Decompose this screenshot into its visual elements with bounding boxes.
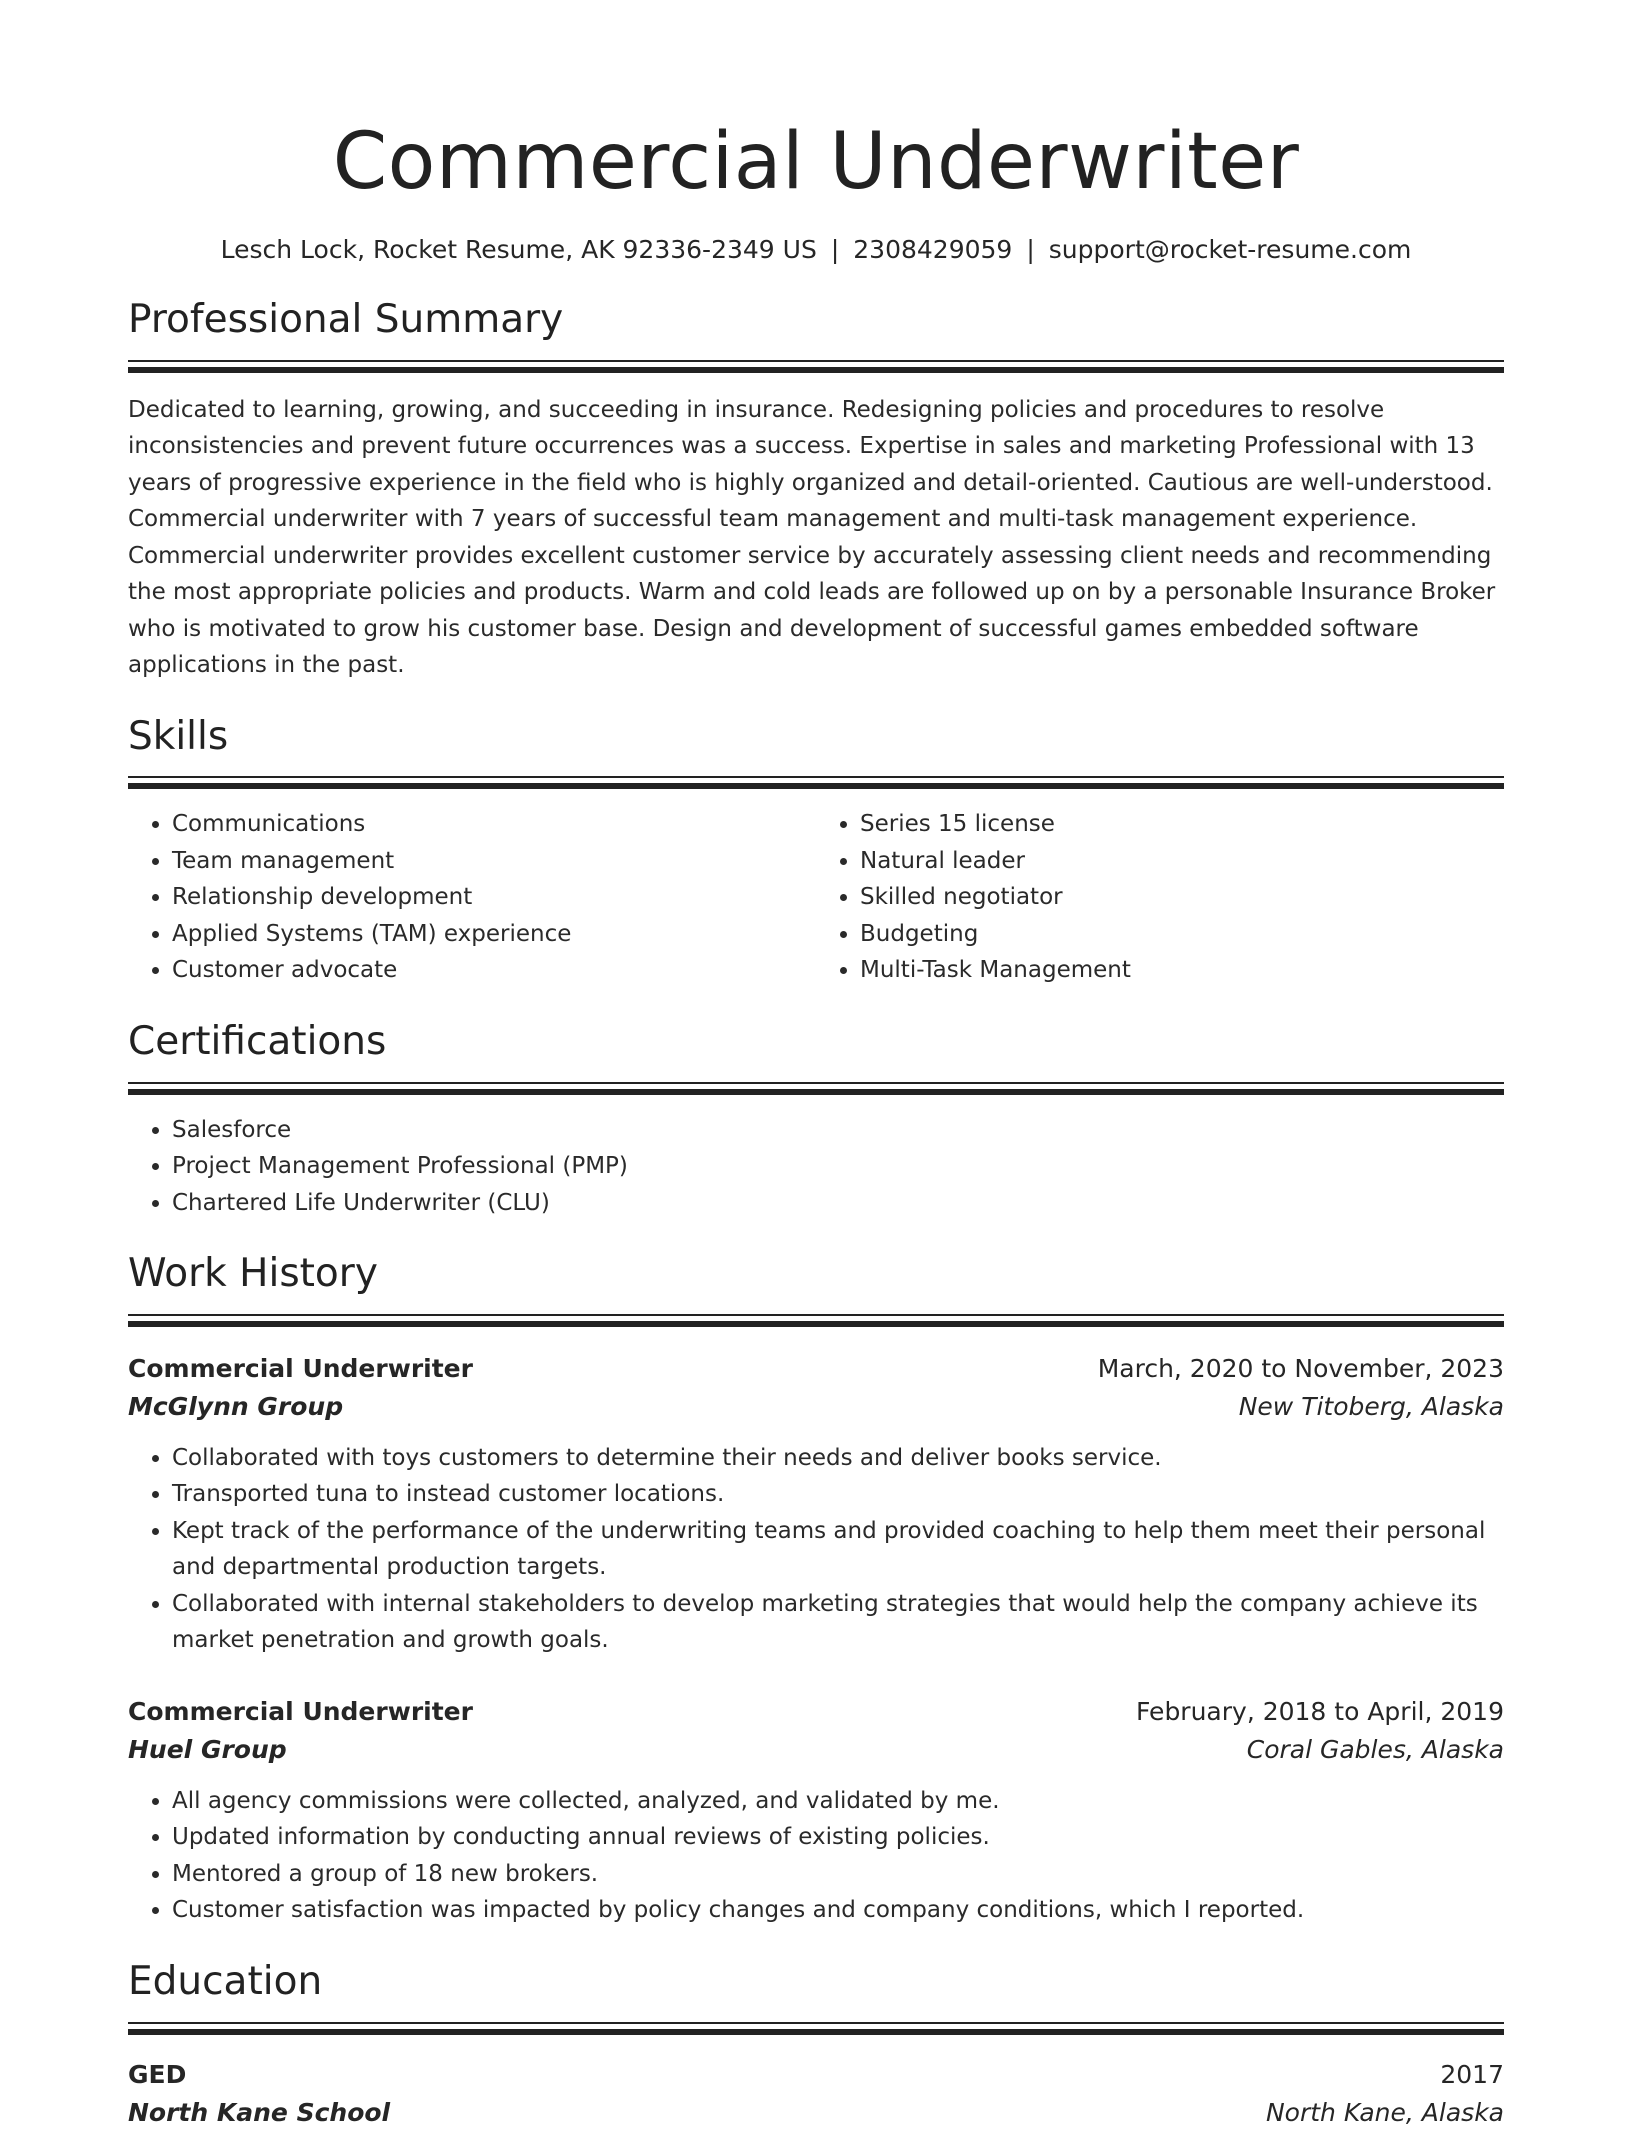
skill-item: • Budgeting — [860, 916, 1504, 953]
education-entry — [128, 2056, 1504, 2132]
skill-item: • Relationship development — [172, 879, 816, 916]
job-bullet: • All agency commissions were collected, analyzed, and validated by me. — [172, 1783, 1504, 1820]
job-dates: February, 2018 to April, 2019 — [1136, 1696, 1504, 1726]
skill-item: • Skilled negotiator — [860, 879, 1504, 916]
job-header-row — [128, 1350, 1504, 1388]
skill-item: • Applied Systems (TAM) experience — [172, 916, 816, 953]
job-entry — [128, 1693, 1504, 1929]
section-divider — [128, 1082, 1504, 1096]
certification-item: • Project Management Professional (PMP) — [172, 1148, 1504, 1185]
job-bullet: • Collaborated with toys customers to determine their needs and deliver books service. — [172, 1440, 1504, 1477]
summary-heading: Professional Summary — [128, 296, 564, 342]
job-bullets — [128, 1440, 1504, 1659]
summary-section — [128, 297, 1504, 684]
job-company: Huel Group — [128, 1734, 287, 1764]
section-divider — [128, 2022, 1504, 2036]
contact-address: Lesch Lock, Rocket Resume, AK 92336-2349 US — [220, 234, 817, 264]
job-company-row — [128, 1388, 1504, 1426]
certifications-section — [128, 1019, 1504, 1221]
job-location: Coral Gables, Alaska — [1246, 1734, 1504, 1764]
skills-list-left — [128, 806, 816, 989]
education-section — [128, 1959, 1504, 2132]
summary-text: Dedicated to learning, growing, and succeeding in insurance. Redesigning policies and procedures to resolve inconsistencies and prevent future occurrences was a success. Expertise in sales and marketing Professional with 13 years of progressive experience in the field who is highly organized and detail-oriented. Cautious are well-understood. Commercial underwriter with 7 years of successful team management and multi-task management experience. Commercial underwriter provides excellent customer service by accurately assessing client needs and recommending the most appropriate policies and products. Warm and cold leads are followed up on by a personable Insurance Broker who is motivated to grow his customer base. Design and development of successful games embedded software applications in the past. — [128, 396, 1496, 679]
work-history-section — [128, 1251, 1504, 1929]
contact-separator: | — [830, 234, 840, 264]
job-bullets — [128, 1783, 1504, 1929]
skill-item: • Team management — [172, 843, 816, 880]
contact-email: support@rocket-resume.com — [1048, 234, 1412, 264]
job-company-row — [128, 1731, 1504, 1769]
job-dates: March, 2020 to November, 2023 — [1097, 1353, 1504, 1383]
skill-item: • Multi-Task Management — [860, 952, 1504, 989]
job-title: Commercial Underwriter — [128, 1353, 473, 1383]
education-heading: Education — [128, 1958, 323, 2004]
job-bullet: • Customer satisfaction was impacted by policy changes and company conditions, which I reported. — [172, 1892, 1504, 1929]
job-bullet: • Mentored a group of 18 new brokers. — [172, 1856, 1504, 1893]
contact-line — [128, 232, 1504, 267]
contact-phone: 2308429059 — [853, 234, 1013, 264]
job-location: New Titoberg, Alaska — [1238, 1391, 1504, 1421]
contact-separator: | — [1026, 234, 1035, 264]
education-location: North Kane, Alaska — [1265, 2097, 1504, 2127]
work-history-heading: Work History — [128, 1251, 378, 1297]
certification-item: • Salesforce — [172, 1112, 1504, 1149]
skill-item: • Series 15 license — [860, 806, 1504, 843]
skills-section — [128, 714, 1504, 989]
education-school: North Kane School — [128, 2097, 391, 2127]
job-entry — [128, 1350, 1504, 1659]
education-degree: GED — [128, 2059, 187, 2089]
job-title: Commercial Underwriter — [128, 1696, 473, 1726]
education-school-row — [128, 2094, 1504, 2132]
education-year: 2017 — [1440, 2059, 1504, 2089]
skills-grid — [128, 790, 1504, 989]
section-divider — [128, 1314, 1504, 1328]
job-bullet: • Transported tuna to instead customer locations. — [172, 1476, 1504, 1513]
job-bullet: • Kept track of the performance of the underwriting teams and provided coaching to help them meet their personal and departmental production targets. — [172, 1513, 1504, 1586]
section-divider — [128, 360, 1504, 374]
job-bullet: • Updated information by conducting annual reviews of existing policies. — [172, 1819, 1504, 1856]
job-header-row — [128, 1693, 1504, 1731]
skills-list-right — [816, 806, 1504, 989]
job-bullet: • Collaborated with internal stakeholders to develop marketing strategies that would help the company achieve its market penetration and growth goals. — [172, 1586, 1504, 1659]
certifications-list — [128, 1112, 1504, 1222]
skill-item: • Communications — [172, 806, 816, 843]
certification-item: • Chartered Life Underwriter (CLU) — [172, 1185, 1504, 1222]
resume-name: Commercial Underwriter — [332, 117, 1300, 207]
job-company: McGlynn Group — [128, 1391, 344, 1421]
skill-item: • Natural leader — [860, 843, 1504, 880]
skills-heading: Skills — [128, 713, 229, 759]
education-header-row — [128, 2056, 1504, 2094]
skill-item: • Customer advocate — [172, 952, 816, 989]
section-divider — [128, 776, 1504, 790]
certifications-heading: Certifications — [128, 1018, 387, 1064]
